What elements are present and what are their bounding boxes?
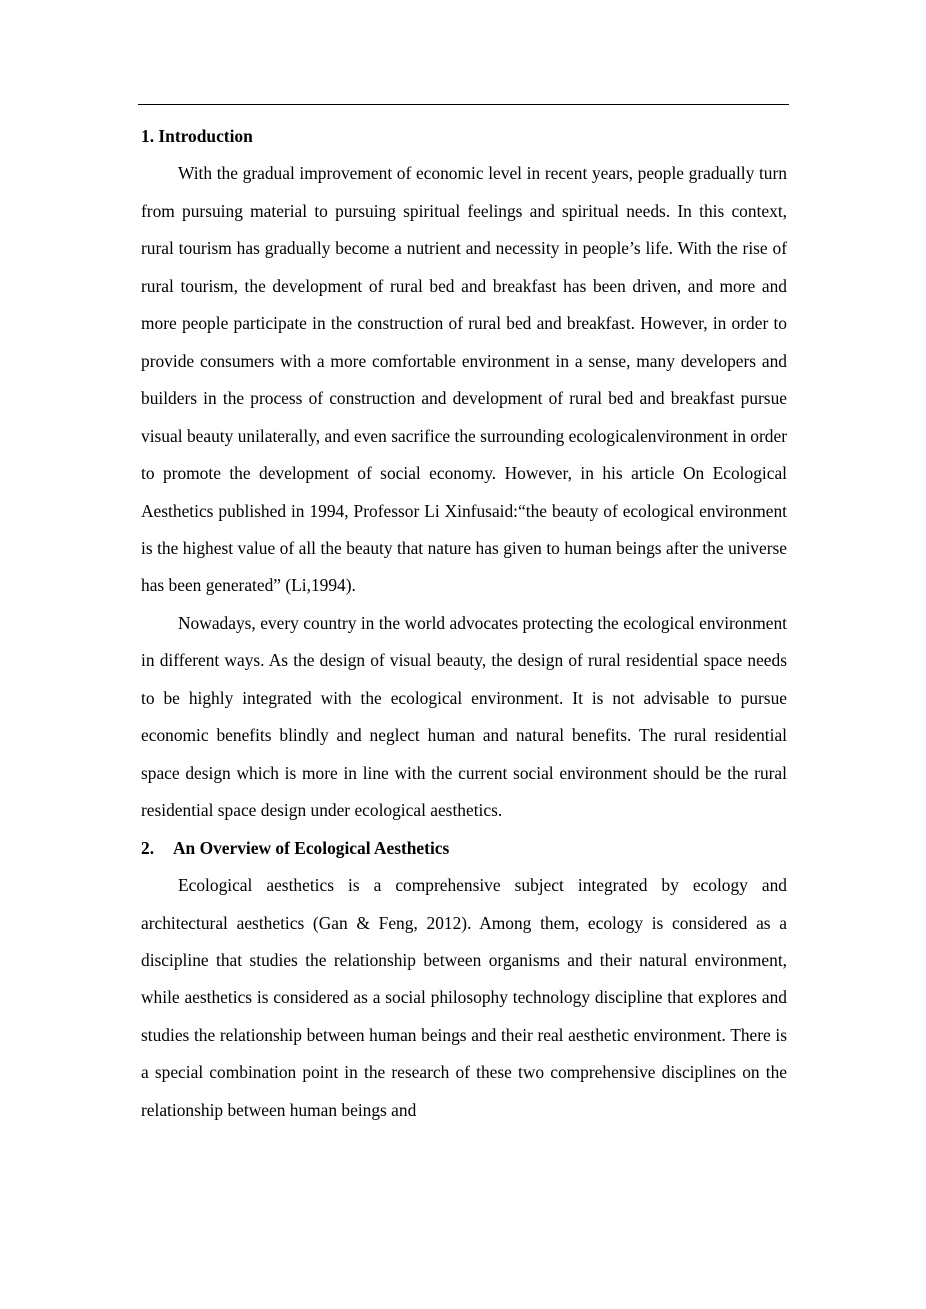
section-heading-introduction	[141, 118, 787, 155]
header-rule	[138, 104, 789, 105]
paragraph: Ecological aesthetics is a comprehensive subject integrated by ecology and architectural aesthetics (Gan & Feng, 2012). Among them, ecology is considered as a discipline that studies the relationship between organisms and their natural environment, while aesthetics is considered as a social philosophy technology discipline that explores and studies the relationship between human beings and their real aesthetic environment. There is a special combination point in the research of these two comprehensive disciplines on the relationship between human beings and	[141, 875, 787, 1120]
paragraph: With the gradual improvement of economic level in recent years, people gradually turn from pursuing material to pursuing spiritual feelings and spiritual needs. In this context, rural tourism has gradually become a nutrient and necessity in people’s life. With the rise of rural tourism, the development of rural bed and breakfast has been driven, and more and more people participate in the construction of rural bed and breakfast. However, in order to provide consumers with a more comfortable environment in a sense, many developers and builders in the process of construction and development of rural bed and breakfast pursue visual beauty unilaterally, and even sacrifice the surrounding ecologicalenvironment in order to promote the development of social economy. However, in his article On Ecological Aesthetics published in 1994, Professor Li Xinfusaid:“the beauty of ecological environment is the highest value of all the beauty that nature has given to human beings after the universe has been generated” (Li,1994).	[141, 163, 787, 596]
section-title: Introduction	[158, 126, 253, 146]
section-number: 2.	[141, 837, 155, 858]
section-heading-overview	[141, 830, 787, 867]
section-title: An Overview of Ecological Aesthetics	[173, 837, 450, 858]
paragraph: Nowadays, every country in the world advocates protecting the ecological environment in different ways. As the design of visual beauty, the design of rural residential space needs to be highly integrated with the ecological environment. It is not advisable to pursue economic benefits blindly and neglect human and natural benefits. The rural residential space design which is more in line with the current social environment should be the rural residential space design under ecological aesthetics.	[141, 612, 787, 821]
document-body	[141, 118, 787, 1129]
section-number: 1.	[141, 126, 155, 146]
